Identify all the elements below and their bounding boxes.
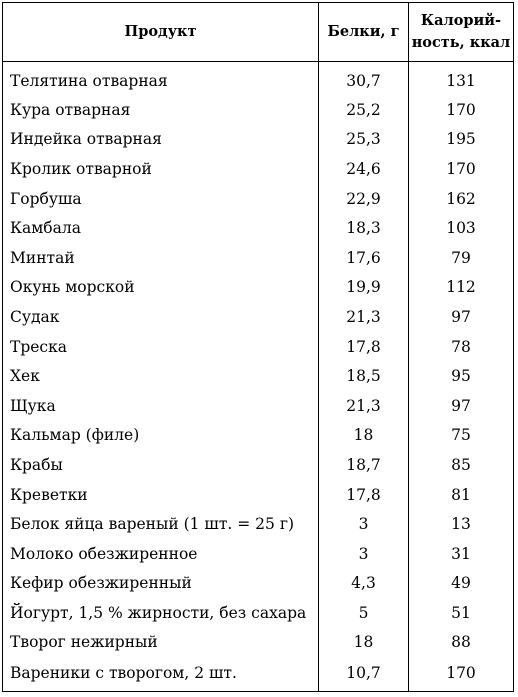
- protein-cell: 17,8: [319, 480, 409, 510]
- table-row: [3, 628, 514, 658]
- calories-cell: 95: [409, 361, 514, 391]
- protein-cell: 17,6: [319, 243, 409, 273]
- table-row: [3, 657, 514, 692]
- protein-cell: 18,3: [319, 213, 409, 243]
- table-row: [3, 509, 514, 539]
- table-row: [3, 243, 514, 273]
- product-cell: Индейка отварная: [3, 125, 319, 155]
- calories-cell: 170: [409, 95, 514, 125]
- protein-cell: 30,7: [319, 62, 409, 96]
- calories-cell: 31: [409, 539, 514, 569]
- protein-cell: 24,6: [319, 154, 409, 184]
- protein-cell: 3: [319, 539, 409, 569]
- table-row: [3, 125, 514, 155]
- product-cell: Телятина отварная: [3, 62, 319, 96]
- table-row: [3, 213, 514, 243]
- product-cell: Крабы: [3, 450, 319, 480]
- calories-cell: 88: [409, 628, 514, 658]
- calories-cell: 131: [409, 62, 514, 96]
- product-cell: Судак: [3, 302, 319, 332]
- protein-cell: 19,9: [319, 273, 409, 303]
- calories-cell: 195: [409, 125, 514, 155]
- nutrition-table: [2, 2, 514, 692]
- protein-cell: 4,3: [319, 569, 409, 599]
- calories-cell: 81: [409, 480, 514, 510]
- calories-cell: 112: [409, 273, 514, 303]
- table-row: [3, 361, 514, 391]
- header-calories: [409, 3, 514, 62]
- product-cell: Кальмар (филе): [3, 421, 319, 451]
- calories-cell: 85: [409, 450, 514, 480]
- product-cell: Белок яйца вареный (1 шт. = 25 г): [3, 509, 319, 539]
- table-row: [3, 273, 514, 303]
- product-cell: Окунь морской: [3, 273, 319, 303]
- calories-cell: 170: [409, 657, 514, 692]
- protein-cell: 25,3: [319, 125, 409, 155]
- table-row: [3, 154, 514, 184]
- table-row: [3, 569, 514, 599]
- protein-cell: 22,9: [319, 184, 409, 214]
- product-cell: Треска: [3, 332, 319, 362]
- calories-cell: 97: [409, 302, 514, 332]
- calories-cell: 162: [409, 184, 514, 214]
- table-row: [3, 302, 514, 332]
- calories-cell: 103: [409, 213, 514, 243]
- calories-cell: 49: [409, 569, 514, 599]
- table-row: [3, 332, 514, 362]
- product-cell: Творог нежирный: [3, 628, 319, 658]
- protein-cell: 18,5: [319, 361, 409, 391]
- protein-cell: 10,7: [319, 657, 409, 692]
- product-cell: Креветки: [3, 480, 319, 510]
- calories-cell: 97: [409, 391, 514, 421]
- table-row: [3, 421, 514, 451]
- product-cell: Кролик отварной: [3, 154, 319, 184]
- product-cell: Кура отварная: [3, 95, 319, 125]
- product-cell: Минтай: [3, 243, 319, 273]
- product-cell: Кефир обезжиренный: [3, 569, 319, 599]
- table-row: [3, 539, 514, 569]
- product-cell: Камбала: [3, 213, 319, 243]
- calories-cell: 13: [409, 509, 514, 539]
- protein-cell: 18: [319, 421, 409, 451]
- calories-cell: 75: [409, 421, 514, 451]
- table-header-row: [3, 3, 514, 62]
- product-cell: Вареники с творогом, 2 шт.: [3, 657, 319, 692]
- calories-cell: 51: [409, 598, 514, 628]
- product-cell: Щука: [3, 391, 319, 421]
- calories-cell: 170: [409, 154, 514, 184]
- protein-cell: 17,8: [319, 332, 409, 362]
- protein-cell: 5: [319, 598, 409, 628]
- table-row: [3, 598, 514, 628]
- product-cell: Горбуша: [3, 184, 319, 214]
- product-cell: Йогурт, 1,5 % жирности, без сахара: [3, 598, 319, 628]
- table-row: [3, 391, 514, 421]
- product-cell: Молоко обезжиренное: [3, 539, 319, 569]
- protein-cell: 21,3: [319, 391, 409, 421]
- protein-cell: 3: [319, 509, 409, 539]
- table-row: [3, 62, 514, 96]
- protein-cell: 21,3: [319, 302, 409, 332]
- protein-cell: 18: [319, 628, 409, 658]
- table-body: [3, 62, 514, 692]
- table-row: [3, 450, 514, 480]
- header-product: Продукт: [3, 3, 319, 62]
- calories-cell: 78: [409, 332, 514, 362]
- table-row: [3, 480, 514, 510]
- product-cell: Хек: [3, 361, 319, 391]
- table-row: [3, 95, 514, 125]
- header-calories-line2: ность, ккал: [411, 34, 511, 51]
- protein-cell: 18,7: [319, 450, 409, 480]
- header-calories-line1: Калорий-: [420, 12, 502, 29]
- table-row: [3, 184, 514, 214]
- header-protein: Белки, г: [319, 3, 409, 62]
- calories-cell: 79: [409, 243, 514, 273]
- protein-cell: 25,2: [319, 95, 409, 125]
